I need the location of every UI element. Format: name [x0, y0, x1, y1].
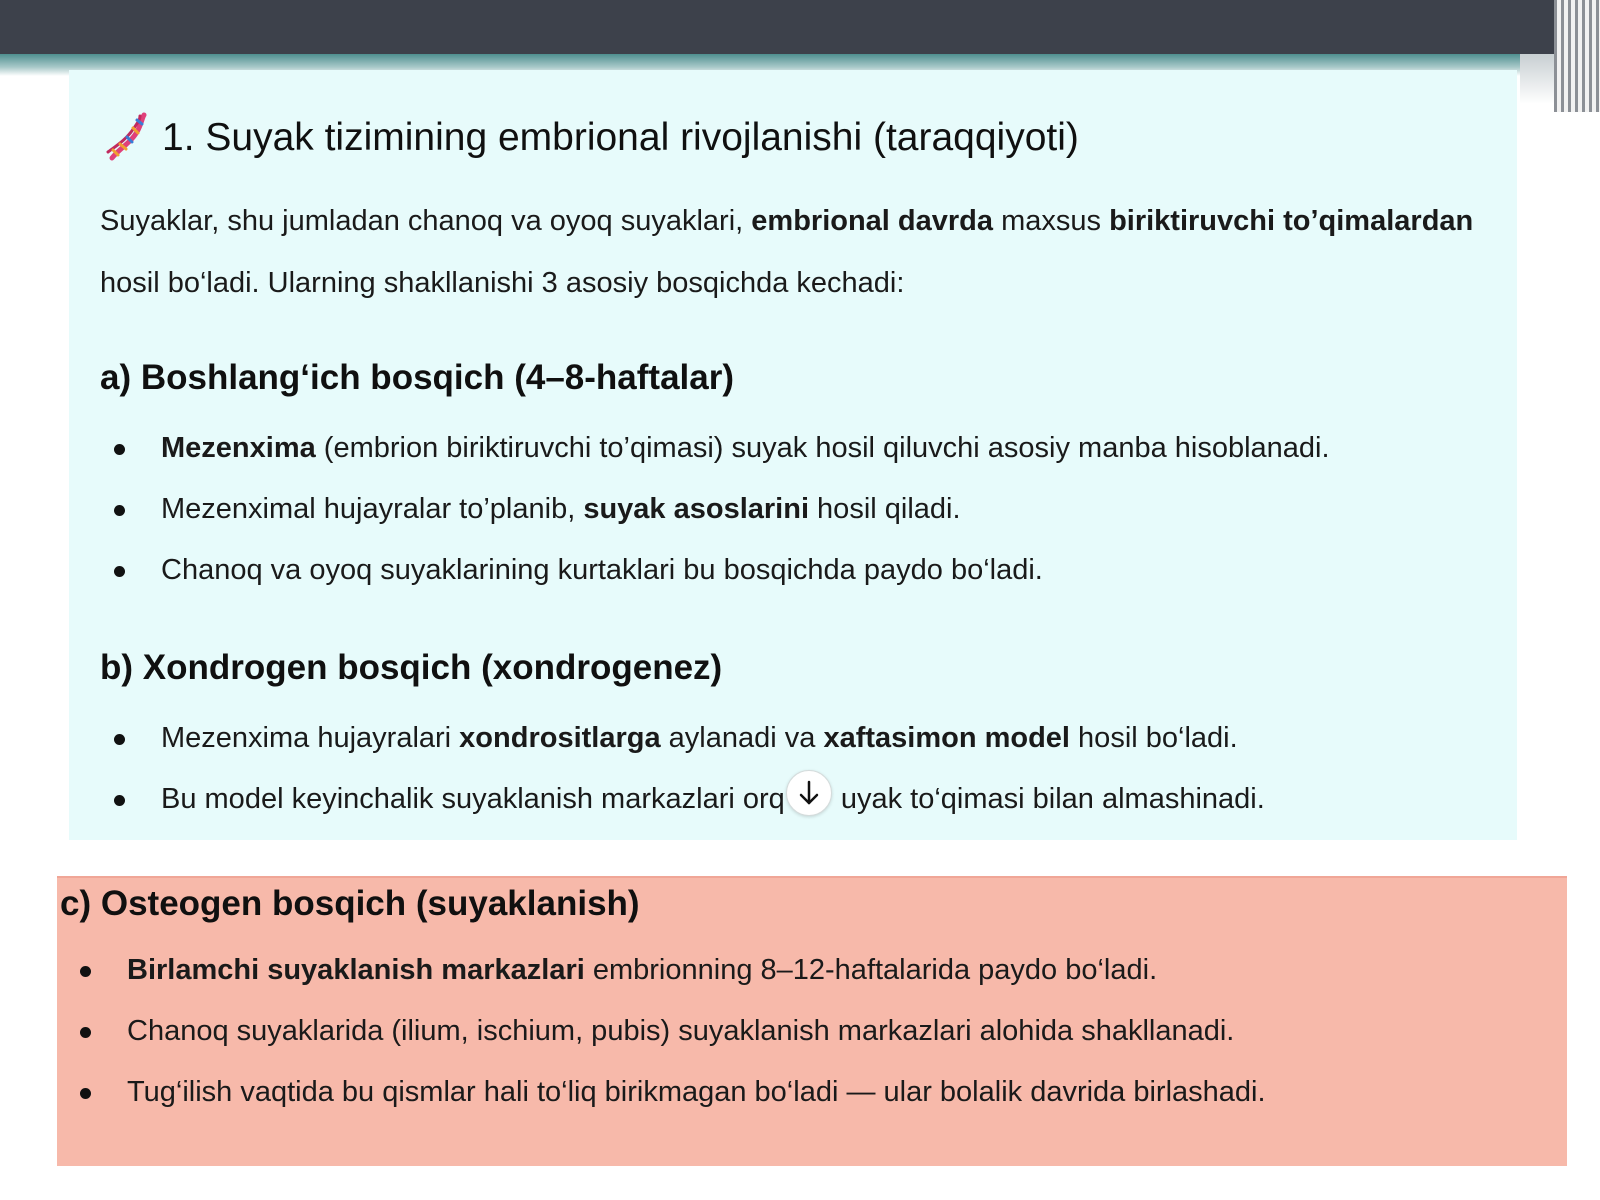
item-text: hosil qiladi.: [809, 493, 961, 525]
section-heading-b: b) Xondrogen bosqich (xondrogenez): [100, 648, 723, 687]
item-text: uyak to‘qimasi bilan almashinadi.: [832, 783, 1265, 815]
bold-term: Mezenxima: [161, 432, 316, 464]
slide-top-bar: [0, 0, 1600, 54]
list-item: [102, 479, 1330, 540]
bullet-dot: [80, 1027, 91, 1038]
item-text: Bu model keyinchalik suyaklanish markazlari orq: [161, 783, 785, 815]
section-heading-c: c) Osteogen bosqich (suyaklanish): [60, 884, 640, 923]
bullet-dot: [114, 566, 125, 577]
bullet-list-b: [102, 708, 1265, 830]
list-item: [102, 769, 1265, 830]
intro-bold: biriktiruvchi to’qimalardan: [1109, 205, 1474, 237]
list-item: [102, 708, 1265, 769]
bullet-dot: [114, 444, 125, 455]
intro-text: maxsus: [993, 205, 1110, 237]
intro-bold: embrional davrda: [751, 205, 994, 237]
list-item: [102, 540, 1330, 601]
intro-text: Suyaklar, shu jumladan chanoq va oyoq suyaklari,: [100, 205, 752, 237]
intro-text: hosil bo‘ladi. Ularning shakllanishi 3 asosiy bosqichda kechadi:: [100, 267, 905, 299]
page-title-text: 1. Suyak tizimining embrional rivojlanishi (taraqqiyoti): [162, 116, 1079, 159]
bullet-dot: [80, 966, 91, 977]
bullet-dot: [114, 505, 125, 516]
bullet-list-c: [68, 940, 1266, 1123]
bullet-dot: [114, 795, 125, 806]
item-text: Tug‘ilish vaqtida bu qismlar hali to‘liq birikmagan bo‘ladi — ular bolalik davrida birlashadi.: [127, 1076, 1266, 1108]
item-text: embrionning 8–12-haftalarida paydo bo‘ladi.: [584, 954, 1158, 986]
item-text: Chanoq va oyoq suyaklarining kurtaklari bu bosqichda paydo bo‘ladi.: [161, 554, 1043, 586]
bold-term: xondrositlarga: [459, 722, 661, 754]
arrow-down-icon: [797, 779, 821, 807]
list-item: [102, 418, 1330, 479]
item-text: Mezenximal hujayralar to’planib,: [161, 493, 584, 525]
item-text: Chanoq suyaklarida (ilium, ischium, pubis) suyaklanish markazlari alohida shakllanadi.: [127, 1015, 1235, 1047]
scroll-down-button[interactable]: [786, 770, 832, 816]
list-item: [68, 1062, 1266, 1123]
corner-decoration: [1554, 0, 1600, 112]
bullet-dot: [114, 734, 125, 745]
list-item: [68, 1001, 1266, 1062]
section-heading-a: a) Boshlang‘ich bosqich (4–8-haftalar): [100, 358, 734, 397]
list-item: [68, 940, 1266, 1001]
bullet-list-a: [102, 418, 1330, 601]
bold-term: Birlamchi suyaklanish markazlari: [127, 954, 585, 986]
dna-icon: [104, 112, 148, 164]
item-text: aylanadi va: [660, 722, 824, 754]
page-title: [104, 112, 1079, 164]
item-text: hosil bo‘ladi.: [1070, 722, 1238, 754]
bullet-dot: [80, 1088, 91, 1099]
item-text: (embrion biriktiruvchi to’qimasi) suyak hosil qiluvchi asosiy manba hisoblanadi.: [315, 432, 1330, 464]
intro-paragraph: [100, 190, 1500, 314]
bold-term: xaftasimon model: [823, 722, 1070, 754]
bold-term: suyak asoslarini: [583, 493, 809, 525]
item-text: Mezenxima hujayralari: [161, 722, 460, 754]
